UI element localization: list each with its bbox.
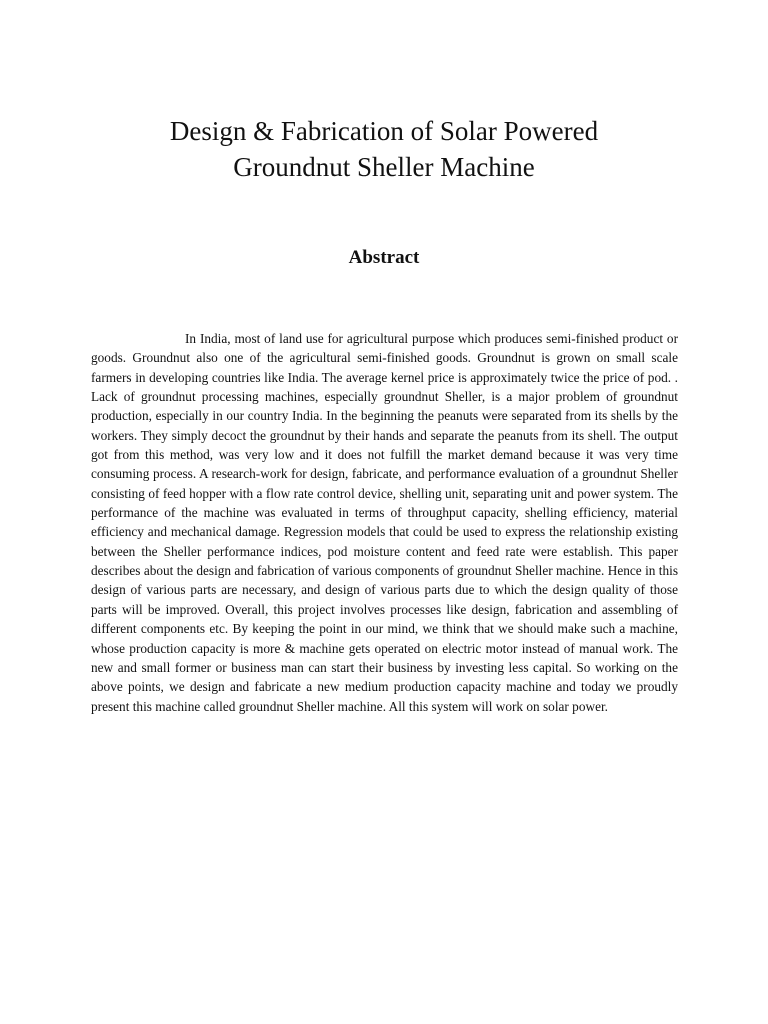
document-title bbox=[80, 113, 688, 185]
title-line-1: Design & Fabrication of Solar Powered bbox=[169, 116, 599, 146]
abstract-heading: Abstract bbox=[348, 247, 420, 268]
abstract-paragraph: In India, most of land use for agricultural purpose which produces semi-finished product or goods. Groundnut also one of the agricultural semi-finished goods. Groundnut is grown on small scale farmers in developing countries like India. The average kernel price is approximately twice the price of pod. . Lack of groundnut processing machines, especially groundnut Sheller, is a major problem of groundnut production, especially in our country India. In the beginning the peanuts were separated from its shells by the workers. They simply decoct the groundnut by their hands and separate the peanuts from its shell. The output got from this method, was very low and it does not fulfill the market demand because it was very time consuming process. A research-work for design, fabricate, and performance evaluation of a groundnut Sheller consisting of feed hopper with a flow rate control device, shelling unit, separating unit and power system. The performance of the machine was evaluated in terms of throughput capacity, shelling efficiency, material efficiency and mechanical damage. Regression models that could be used to express the relationship existing between the Sheller performance indices, pod moisture content and feed rate were establish. This paper describes about the design and fabrication of various components of groundnut Sheller machine. Hence in this design of various parts are necessary, and design of various parts due to which the design quality of those parts will be improved. Overall, this project involves processes like design, fabrication and assembling of different components etc. By keeping the point in our mind, we think that we should make such a machine, whose production capacity is more & machine gets operated on electric motor instead of manual work. The new and small former or business man can start their business by investing less capital. So working on the above points, we design and fabricate a new medium production capacity machine and today we proudly present this machine called groundnut Sheller machine. All this system will work on solar power. bbox=[91, 331, 678, 714]
title-line-2: Groundnut Sheller Machine bbox=[233, 152, 535, 182]
